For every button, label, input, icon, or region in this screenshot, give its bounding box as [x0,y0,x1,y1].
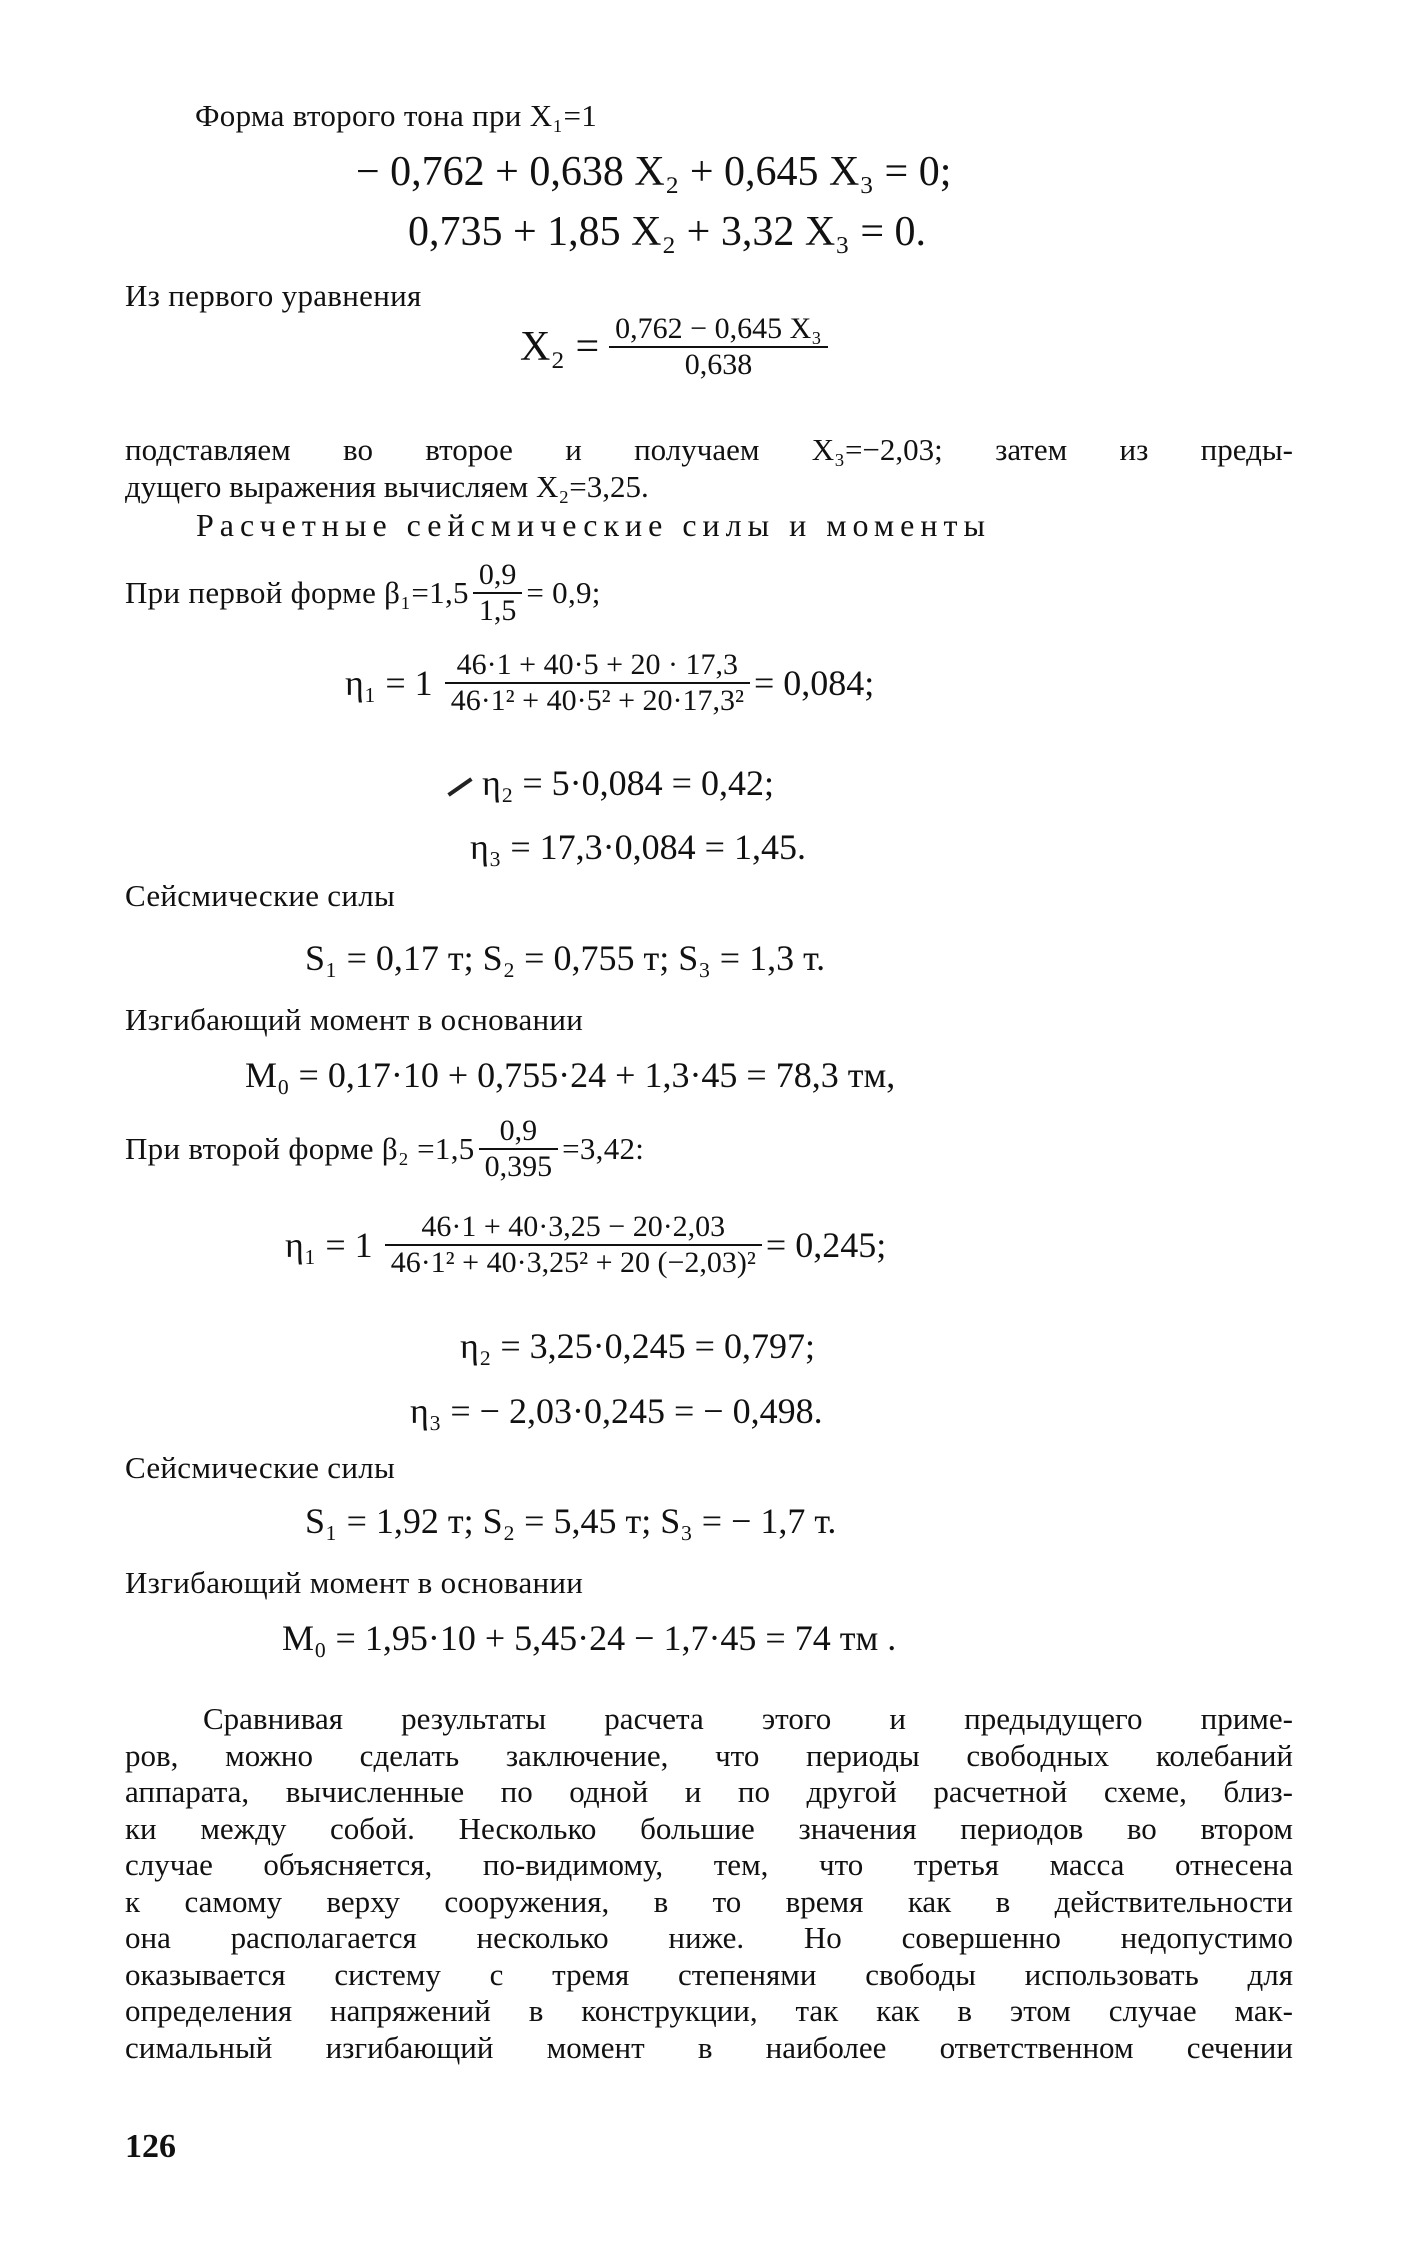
conclusion-line-7: она располагается несколько ниже. Но совершенно недопустимо [125,1920,1293,1955]
x2-fraction [609,312,828,382]
second-beta-result: =3,42: [562,1131,645,1166]
equation-2: 0,735 + 1,85 X₂ + 3,32 X₃ = 0. [408,209,927,255]
section-heading: Расчетные сейсмические силы и моменты [196,507,991,543]
first-eta3: η₃ = 17,3·0,084 = 1,45. [470,827,806,867]
conclusion-line-2: ров, можно сделать заключение, что периоды свободных колебаний [125,1737,1293,1773]
second-moment: M₀ = 1,95·10 + 5,45·24 − 1,7·45 = 74 тм . [282,1618,897,1658]
substitution-line-1: подставляем во второе и получаем X₃=−2,03; затем из преды- [125,432,1293,467]
second-beta-denominator: 0,395 [479,1148,559,1184]
second-eta1-lhs: η₁ = 1 [285,1225,373,1265]
first-moment: M₀ = 0,17·10 + 0,755·24 + 1,3·45 = 78,3 тм, [245,1055,896,1095]
conclusion-line-3: аппарата, вычисленные по одной и по другой расчетной схеме, близ- [125,1774,1293,1809]
second-forces: S₁ = 1,92 т; S₂ = 5,45 т; S₃ = − 1,7 т. [305,1501,837,1541]
first-eta1-result: = 0,084; [753,663,875,703]
first-form-beta [125,558,601,628]
x2-numerator: 0,762 − 0,645 X₃ [615,312,822,345]
page-number: 126 [125,2128,176,2165]
conclusion-paragraph [125,1701,1293,2066]
first-eta1-fraction [445,648,750,718]
pencil-mark-icon [447,777,472,796]
first-eta1-numerator: 46·1 + 40·5 + 20 · 17,3 [456,648,738,681]
second-eta1-fraction [385,1210,762,1280]
second-form-beta [125,1114,644,1184]
second-forces-label: Сейсмические силы [125,1450,396,1485]
first-moment-label: Изгибающий момент в основании [125,1002,584,1037]
second-eta2: η₂ = 3,25·0,245 = 0,797; [460,1326,815,1366]
first-form-label: При первой форме β₁=1,5 [125,575,469,610]
second-eta1-result: = 0,245; [765,1225,887,1265]
first-beta-numerator: 0,9 [478,558,517,591]
from-first-label: Из первого уравнения [125,278,422,313]
first-eta2 [446,762,774,804]
conclusion-line-5: случае объясняется, по-видимому, тем, что третья масса отнесена [125,1847,1293,1882]
conclusion-line-1: Сравнивая результаты расчета этого и предыдущего приме- [203,1701,1293,1736]
equation-1: − 0,762 + 0,638 X₂ + 0,645 X₃ = 0; [356,149,952,195]
first-eta1-denominator: 46·1² + 40·5² + 20·17,3² [445,682,750,718]
conclusion-line-6: к самому верху сооружения, в то время как в действительности [125,1883,1293,1919]
second-eta1-numerator: 46·1 + 40·3,25 − 20·2,03 [421,1210,726,1243]
first-beta-denominator: 1,5 [473,592,523,628]
second-eta1-denominator: 46·1² + 40·3,25² + 20 (−2,03)² [385,1244,762,1280]
first-beta-result: = 0,9; [526,575,601,610]
conclusion-line-4: ки между собой. Несколько большие значения периодов во втором [125,1810,1293,1846]
substitution-paragraph [125,432,1293,505]
second-eta3: η₃ = − 2,03·0,245 = − 0,498. [410,1391,823,1431]
second-beta-fraction [479,1114,559,1184]
first-forces: S₁ = 0,17 т; S₂ = 0,755 т; S₃ = 1,3 т. [305,938,826,978]
first-eta2-text: η₂ = 5·0,084 = 0,42; [482,763,774,803]
first-forces-label: Сейсмические силы [125,878,396,913]
second-beta-numerator: 0,9 [499,1114,538,1147]
second-mode-title: Форма второго тона при X₁=1 [195,98,598,133]
x2-lhs: X₂ = [520,324,600,370]
second-moment-label: Изгибающий момент в основании [125,1565,584,1600]
first-eta1-formula [345,648,874,718]
x2-formula [520,312,828,382]
first-eta1-lhs: η₁ = 1 [345,663,433,703]
second-eta1-formula [285,1210,886,1280]
substitution-line-2: дущего выражения вычисляем X₂=3,25. [125,468,649,504]
x2-denominator: 0,638 [609,346,828,382]
second-form-label: При второй форме β₂ =1,5 [125,1131,475,1166]
first-beta-fraction [473,558,523,628]
conclusion-line-10: симальный изгибающий момент в наиболее ответственном сечении [125,2029,1293,2065]
conclusion-line-9: определения напряжений в конструкции, так как в этом случае мак- [125,1993,1293,2028]
conclusion-line-8: оказывается систему с тремя степенями свободы использовать для [125,1956,1293,1992]
